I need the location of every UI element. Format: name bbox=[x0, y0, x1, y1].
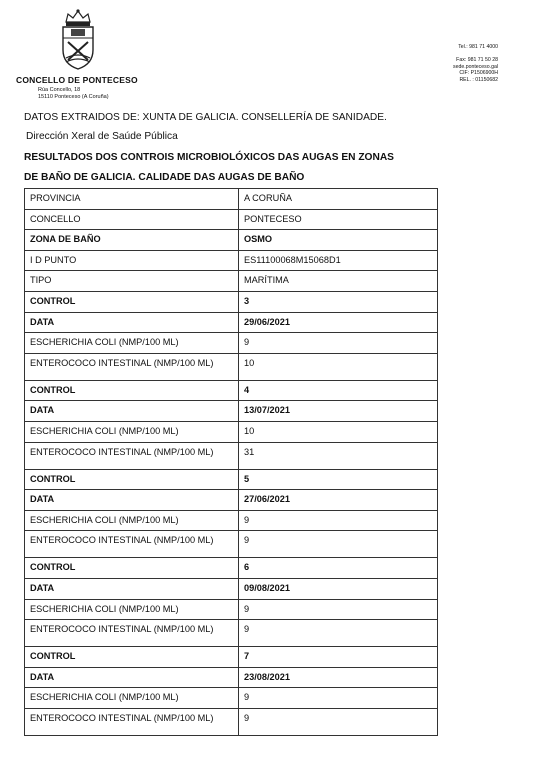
council-name: CONCELLO DE PONTECESO bbox=[16, 75, 138, 85]
results-table-body bbox=[25, 189, 438, 736]
table-row bbox=[25, 510, 438, 531]
table-row bbox=[25, 667, 438, 688]
row-value: 31 bbox=[239, 442, 438, 469]
table-row bbox=[25, 708, 438, 735]
contact-spacer bbox=[453, 50, 498, 57]
row-value: OSMO bbox=[239, 230, 438, 251]
row-label: CONTROL bbox=[25, 558, 239, 579]
row-value: 3 bbox=[239, 291, 438, 312]
row-label: I D PUNTO bbox=[25, 250, 239, 271]
row-label: DATA bbox=[25, 578, 239, 599]
table-row bbox=[25, 209, 438, 230]
table-row bbox=[25, 380, 438, 401]
directorate-line: Dirección Xeral de Saúde Pública bbox=[26, 131, 178, 142]
row-value: 13/07/2021 bbox=[239, 401, 438, 422]
row-value: 5 bbox=[239, 469, 438, 490]
table-row bbox=[25, 421, 438, 442]
table-row bbox=[25, 469, 438, 490]
table-row bbox=[25, 250, 438, 271]
row-value: 23/08/2021 bbox=[239, 667, 438, 688]
table-row bbox=[25, 401, 438, 422]
results-table bbox=[24, 188, 438, 736]
table-row bbox=[25, 353, 438, 380]
row-value: 27/06/2021 bbox=[239, 490, 438, 511]
letterhead bbox=[0, 0, 550, 110]
table-row bbox=[25, 620, 438, 647]
row-value: 10 bbox=[239, 421, 438, 442]
row-value: MARÍTIMA bbox=[239, 271, 438, 292]
table-row bbox=[25, 291, 438, 312]
row-label: ENTEROCOCO INTESTINAL (NMP/100 ML) bbox=[25, 708, 239, 735]
address-street: Rúa Concello, 18 bbox=[38, 87, 81, 93]
row-value: 9 bbox=[239, 510, 438, 531]
report-title-line2: DE BAÑO DE GALICIA. CALIDADE DAS AUGAS DE BAÑO bbox=[24, 172, 305, 183]
row-label: DATA bbox=[25, 490, 239, 511]
table-row bbox=[25, 647, 438, 668]
row-label: CONCELLO bbox=[25, 209, 239, 230]
row-label: ENTEROCOCO INTESTINAL (NMP/100 ML) bbox=[25, 531, 239, 558]
table-row bbox=[25, 271, 438, 292]
row-value: 9 bbox=[239, 333, 438, 354]
row-label: CONTROL bbox=[25, 291, 239, 312]
row-label: ESCHERICHIA COLI (NMP/100 ML) bbox=[25, 599, 239, 620]
table-row bbox=[25, 333, 438, 354]
row-label: ESCHERICHIA COLI (NMP/100 ML) bbox=[25, 333, 239, 354]
contact-fax: Fax: 981 71 50 28 bbox=[456, 57, 498, 64]
coat-of-arms-icon bbox=[56, 8, 100, 72]
source-line: DATOS EXTRAIDOS DE: XUNTA DE GALICIA. CONSELLERÍA DE SANIDADE. bbox=[24, 112, 387, 123]
row-value: 9 bbox=[239, 531, 438, 558]
row-value: 9 bbox=[239, 599, 438, 620]
contact-phone: Tel.: 981 71 4000 bbox=[458, 44, 498, 50]
row-label: ESCHERICHIA COLI (NMP/100 ML) bbox=[25, 510, 239, 531]
row-label: PROVINCIA bbox=[25, 189, 239, 210]
row-label: ZONA DE BAÑO bbox=[25, 230, 239, 251]
row-value: 09/08/2021 bbox=[239, 578, 438, 599]
table-row bbox=[25, 230, 438, 251]
row-value: 9 bbox=[239, 620, 438, 647]
table-row bbox=[25, 599, 438, 620]
contact-web: sede.ponteceso.gal bbox=[453, 63, 498, 70]
row-label: CONTROL bbox=[25, 469, 239, 490]
table-row bbox=[25, 688, 438, 709]
row-value: A CORUÑA bbox=[239, 189, 438, 210]
row-value: 9 bbox=[239, 688, 438, 709]
row-label: ESCHERICHIA COLI (NMP/100 ML) bbox=[25, 688, 239, 709]
row-label: CONTROL bbox=[25, 380, 239, 401]
row-value: ES11100068M15068D1 bbox=[239, 250, 438, 271]
row-value: 4 bbox=[239, 380, 438, 401]
row-label: TIPO bbox=[25, 271, 239, 292]
row-value: 6 bbox=[239, 558, 438, 579]
row-label: ENTEROCOCO INTESTINAL (NMP/100 ML) bbox=[25, 353, 239, 380]
row-value: 7 bbox=[239, 647, 438, 668]
table-row bbox=[25, 312, 438, 333]
report-title-line1: RESULTADOS DOS CONTROIS MICROBIOLÓXICOS DAS AUGAS EN ZONAS bbox=[24, 152, 394, 163]
contact-cif: CIF: P1506900H bbox=[459, 70, 498, 77]
row-label: ESCHERICHIA COLI (NMP/100 ML) bbox=[25, 421, 239, 442]
table-row bbox=[25, 558, 438, 579]
row-label: CONTROL bbox=[25, 647, 239, 668]
contact-block bbox=[453, 44, 498, 83]
row-label: ENTEROCOCO INTESTINAL (NMP/100 ML) bbox=[25, 620, 239, 647]
table-row bbox=[25, 531, 438, 558]
row-value: PONTECESO bbox=[239, 209, 438, 230]
council-address bbox=[38, 87, 109, 101]
row-value: 9 bbox=[239, 708, 438, 735]
row-label: DATA bbox=[25, 312, 239, 333]
table-row bbox=[25, 442, 438, 469]
address-city: 15110 Ponteceso (A Coruña) bbox=[38, 94, 109, 100]
table-row bbox=[25, 490, 438, 511]
row-label: ENTEROCOCO INTESTINAL (NMP/100 ML) bbox=[25, 442, 239, 469]
row-label: DATA bbox=[25, 667, 239, 688]
table-row bbox=[25, 189, 438, 210]
contact-rel: REL. : 01150682 bbox=[459, 76, 498, 83]
table-row bbox=[25, 578, 438, 599]
row-value: 29/06/2021 bbox=[239, 312, 438, 333]
row-value: 10 bbox=[239, 353, 438, 380]
row-label: DATA bbox=[25, 401, 239, 422]
